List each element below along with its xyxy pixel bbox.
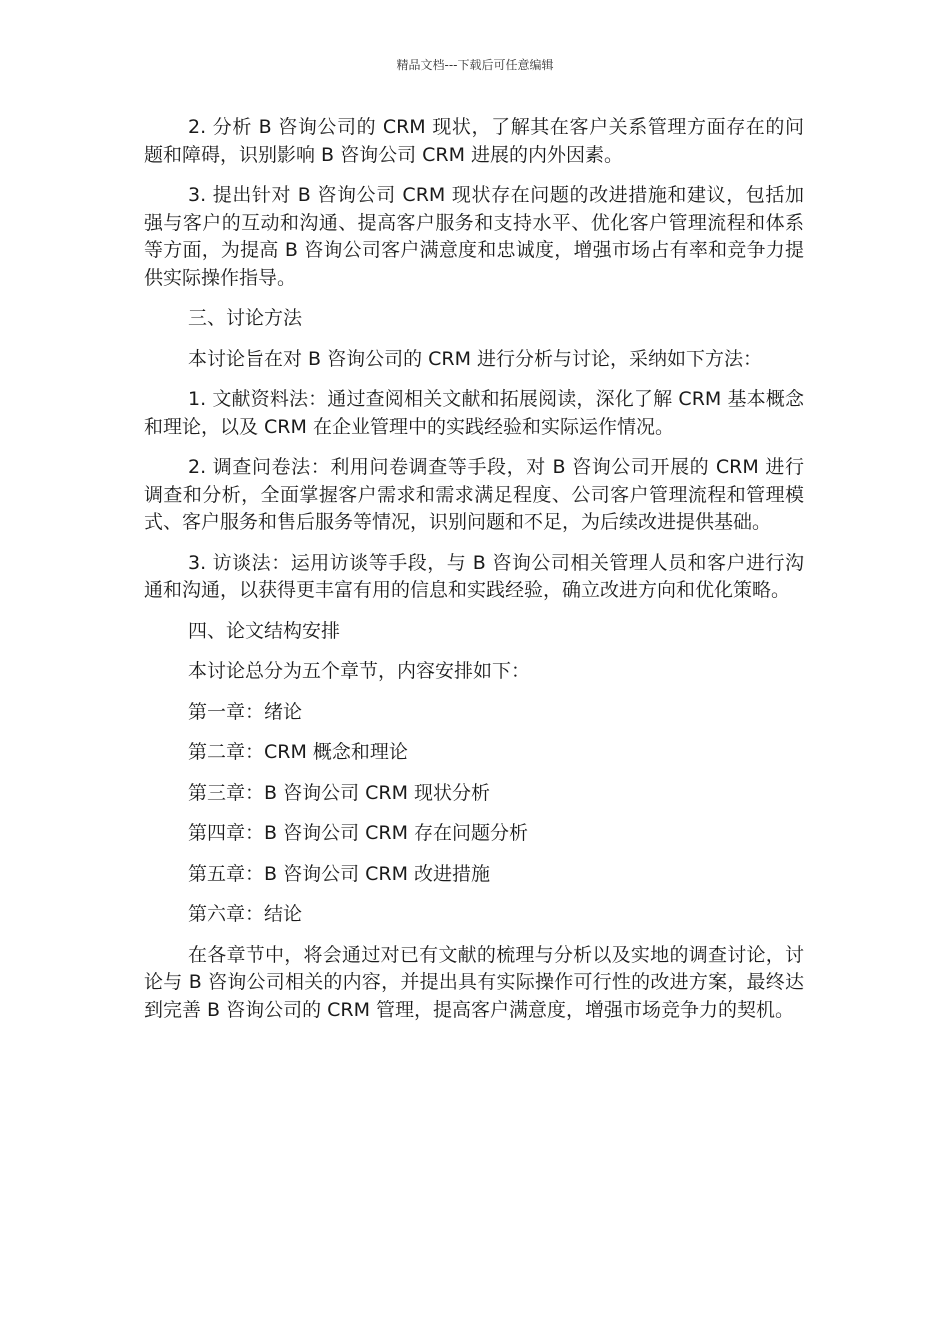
chapter-item-5: 第五章：B 咨询公司 CRM 改进措施 [188, 862, 491, 885]
paragraph-objective-2: 2. 分析 B 咨询公司的 CRM 现状，了解其在客户关系管理方面存在的问题和障碍，识别影响 B 咨询公司 CRM 进展的内外因素。 [144, 116, 804, 166]
paragraph-structure-intro: 本讨论总分为五个章节，内容安排如下： [188, 660, 531, 682]
section-heading-structure: 四、论文结构安排 [188, 619, 341, 642]
chapter-item-6: 第六章：结论 [188, 903, 303, 925]
paragraph-objective-3: 3. 提出针对 B 咨询公司 CRM 现状存在问题的改进措施和建议，包括加强与客户的互动和沟通、提高客户服务和支持水平、优化客户管理流程和体系等方面，为提高 B 咨询公司客户满意度和忠诚度，增强市场占有率和竞争力提供实际操作指导。 [144, 184, 804, 289]
chapter-item-4: 第四章：B 咨询公司 CRM 存在问题分析 [188, 822, 529, 844]
section-heading-methods: 三、讨论方法 [188, 307, 303, 329]
chapter-item-3: 第三章：B 咨询公司 CRM 现状分析 [188, 781, 491, 804]
paragraph-method-interview: 3. 访谈法：运用访谈等手段，与 B 咨询公司相关管理人员和客户进行沟通和沟通，以获得更丰富有用的信息和实践经验，确立改进方向和优化策略。 [144, 551, 804, 601]
chapter-item-2: 第二章：CRM 概念和理论 [188, 741, 408, 763]
page-header: 精品文档---下载后可任意编辑 [396, 58, 554, 72]
paragraph-conclusion: 在各章节中，将会通过对已有文献的梳理与分析以及实地的调查讨论，讨论与 B 咨询公司相关的内容，并提出具有实际操作可行性的改进方案，最终达到完善 B 咨询公司的 CRM 管理，提高客户满意度，增强市场竞争力的契机。 [144, 943, 804, 1021]
paragraph-method-literature: 1. 文献资料法：通过查阅相关文献和拓展阅读，深化了解 CRM 基本概念和理论，以及 CRM 在企业管理中的实践经验和实际运作情况。 [144, 388, 804, 438]
paragraph-method-survey: 2. 调查问卷法：利用问卷调查等手段，对 B 咨询公司开展的 CRM 进行调查和分析，全面掌握客户需求和需求满足程度、公司客户管理流程和管理模式、客户服务和售后服务等情况，识别问题和不足，为后续改进提供基础。 [144, 456, 804, 533]
paragraph-methods-intro: 本讨论旨在对 B 咨询公司的 CRM 进行分析与讨论，采纳如下方法： [188, 347, 763, 370]
document-body [144, 114, 804, 1037]
chapter-item-1: 第一章：绪论 [188, 700, 303, 723]
